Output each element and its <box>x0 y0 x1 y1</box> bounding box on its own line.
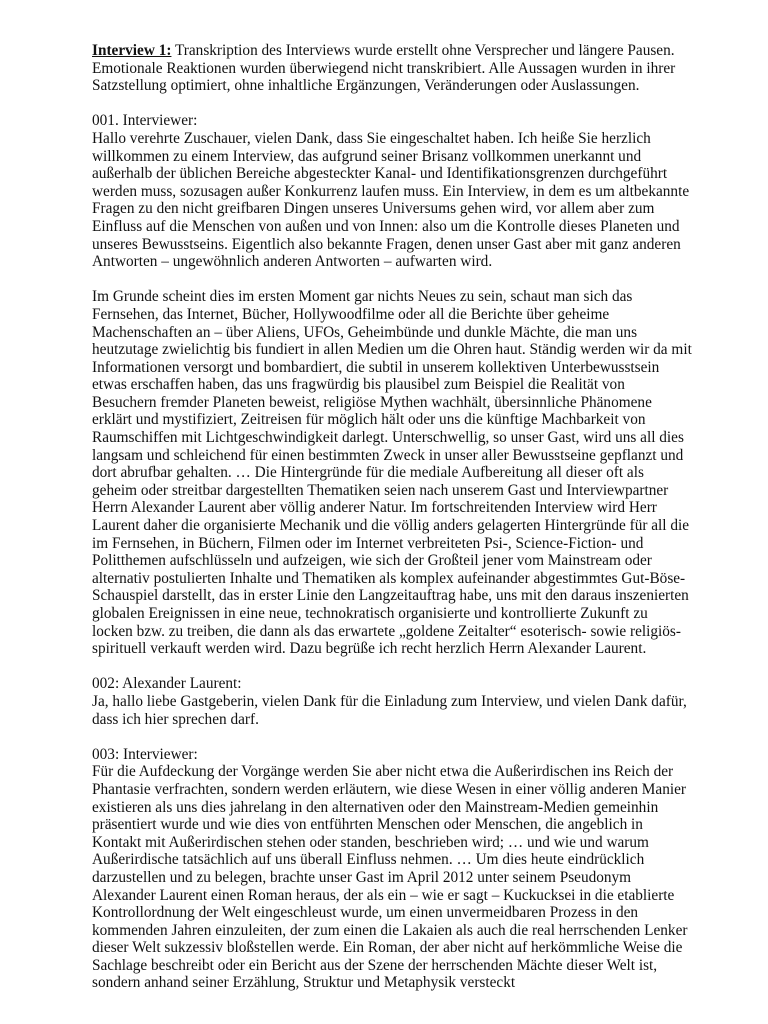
intro-label: Interview 1: <box>92 42 172 59</box>
speaker-label: 001. Interviewer: <box>92 112 198 130</box>
document-page <box>92 42 692 1010</box>
body-paragraph: Im Grunde scheint dies im ersten Moment gar nichts Neues zu sein, schaut man sich das Fernsehen, das Internet, Bücher, Hollywoodfilme oder all die Berichte über geheime Machenschaften an – über Aliens, UFOs, Geheimbünde und dunkle Mächte, die man uns heutzutage zwielichtig bis fundiert in allen Medien um die Ohren haut. Ständig werden wir da mit Informationen versorgt und bombardiert, die subtil in unserem kollektiven Unterbewusstsein etwas erschaffen haben, das uns fragwürdig bis plausibel zum Beispiel die Realität von Besuchern fremder Planeten beweist, religiöse Mythen wachhält, übersinnliche Phänomene erklärt und mystifiziert, Zeitreisen für möglich hält oder uns die künftige Machbarkeit von Raumschiffen mit Lichtgeschwindigkeit darlegt. Unterschwellig, so unser Gast, wird uns all dies langsam und schleichend für einen bestimmten Zweck in unser aller Bewusstseine gepflanzt und dort abrufbar gehalten. … Die Hintergründe für die mediale Aufbereitung all dieser oft als geheim oder streitbar dargestellten Thematiken seien nach unserem Gast und Interviewpartner Herrn Alexander Laurent aber völlig anderer Natur. Im fortschreitenden Interview wird Herr Laurent daher die organisierte Mechanik und die völlig anders gelagerten Hintergründe für all die im Fernsehen, in Büchern, Filmen oder im Internet verbreiteten Psi-, Science-Fiction- und Politthemen aufschlüsseln und aufzeigen, wie sich der Großteil jener vom Mainstream oder alternativ postulierten Inhalte und Thematiken als komplex aufeinander abgestimmtes Gut-Böse-Schauspiel darstellt, das in erster Linie den Langzeitauftrag habe, uns mit den daraus inszenierten globalen Ereignissen in eine neue, technokratisch organisierte und kontrollierte Zukunft zu locken bzw. zu treiben, die dann als das erwartete „goldene Zeitalter“ esoterisch- sowie religiös-spirituell verkauft werden wird. Dazu begrüße ich recht herzlich Herrn Alexander Laurent. <box>92 288 692 658</box>
speaker-label: 003: Interviewer: <box>92 745 198 763</box>
body-paragraph: Für die Aufdeckung der Vorgänge werden Sie aber nicht etwa die Außerirdischen ins Reich der Phantasie verfrachten, sondern werden erläutern, wie diese Wesen in einer völlig anderen Manier existieren als uns dies jahrelang in den alternativen oder den Mainstream-Medien gemeinhin präsentiert wurde und wie dies von entführten Menschen oder Menschen, die angeblich in Kontakt mit Außerirdischen stehen oder standen, beschrieben wird; … und wie und warum Außerirdische tatsächlich auf uns überall Einfluss nehmen. … Um dies heute eindrücklich darzustellen und zu belegen, brachte unser Gast im April 2012 unter seinem Pseudonym Alexander Laurent einen Roman heraus, der als ein – wie er sagt – Kuckucksei in die etablierte Kontrollordnung der Welt eingeschleust wurde, um einen unvermeidbaren Prozess in den kommenden Jahren einzuleiten, der zum einen die Lakaien als auch die real herrschenden Lenker dieser Welt sukzessiv bloßstellen werde. Ein Roman, der aber nicht auf herkömmliche Weise die Sachlage beschreibt oder ein Bericht aus der Szene der herrschenden Mächte dieser Welt ist, sondern anhand seiner Erzählung, Struktur und Metaphysik versteckt <box>92 763 688 992</box>
section-002 <box>92 675 692 728</box>
speaker-label: 002: Alexander Laurent: <box>92 675 242 693</box>
intro-paragraph <box>92 42 692 95</box>
body-paragraph: Hallo verehrte Zuschauer, vielen Dank, dass Sie eingeschaltet haben. Ich heiße Sie herzlich willkommen zu einem Interview, das aufgrund seiner Brisanz vollkommen unerkannt und außerhalb der üblichen Bereiche abgesteckter Kanal- und Identifikationsgrenzen durchgeführt werden muss, sozusagen außer Konkurrenz laufen muss. Ein Interview, in dem es um altbekannte Fragen zu den nicht greifbaren Dingen unseres Universums gehen wird, vor allem aber zum Einfluss auf die Menschen von außen und von Innen: also um die Kontrolle dieses Planeten und unseres Bewusstseins. Eigentlich also bekannte Fragen, denen unser Gast aber mit ganz anderen Antworten – ungewöhnlich anderen Antworten – aufwarten wird. <box>92 129 690 271</box>
body-paragraph: Ja, hallo liebe Gastgeberin, vielen Dank für die Einladung zum Interview, und vielen Dank dafür, dass ich hier sprechen darf. <box>92 692 687 728</box>
intro-text: Transkription des Interviews wurde erstellt ohne Versprecher und längere Pausen. Emotionale Reaktionen wurden überwiegend nicht transkribiert. Alle Aussagen wurden in ihrer Satzstellung optimiert, ohne inhaltliche Ergänzungen, Veränderungen oder Auslassungen. <box>92 42 676 95</box>
section-003 <box>92 746 692 992</box>
section-001 <box>92 112 692 657</box>
